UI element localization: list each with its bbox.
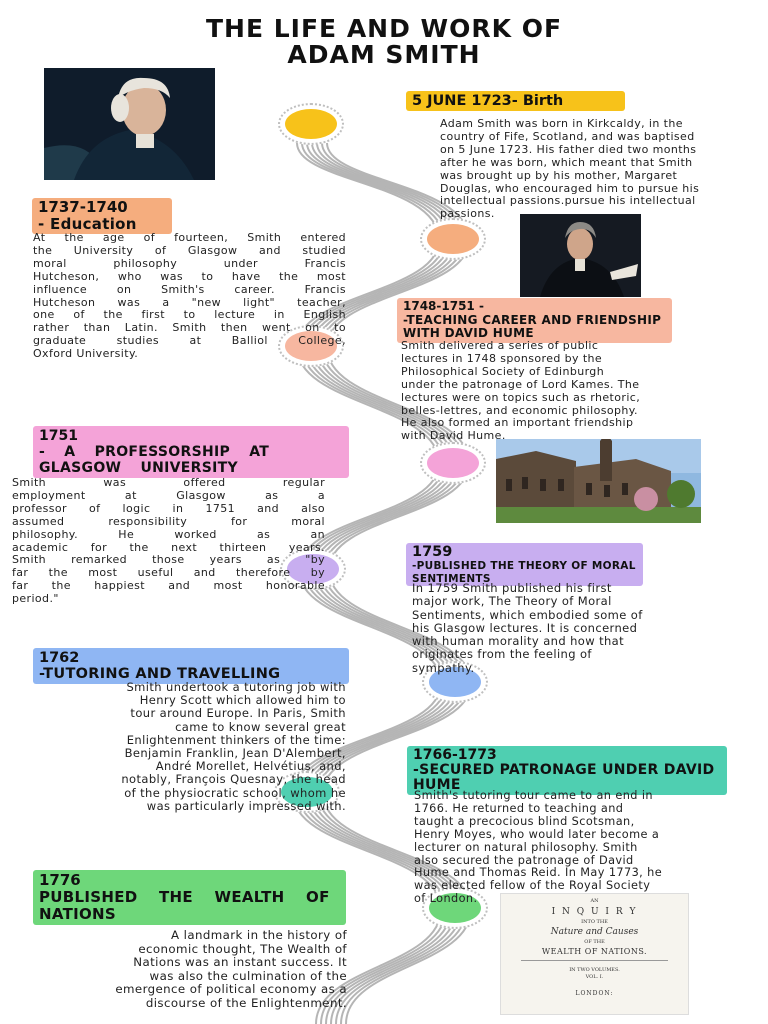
event-professorship-date: 1751 bbox=[39, 428, 78, 444]
event-teaching-text bbox=[401, 340, 721, 443]
portrait-hutcheson-icon bbox=[520, 214, 641, 297]
event-professorship-label bbox=[33, 426, 349, 478]
event-teaching-line: He also formed an important friendship bbox=[401, 416, 634, 430]
event-teaching-label bbox=[397, 298, 672, 343]
event-wealth-line: discourse of the Enlightenment. bbox=[145, 995, 347, 1010]
event-professorship-line: assumed responsibility for moral bbox=[12, 514, 325, 528]
event-tutoring-line: tour around Europe. In Paris, Smith bbox=[130, 706, 346, 721]
event-tutoring-line: came to know several great bbox=[175, 719, 346, 734]
event-birth-line: Adam Smith was born in Kirkcaldy, in the bbox=[440, 117, 683, 130]
book-rule bbox=[521, 960, 668, 961]
event-teaching-line: Smith delivered a series of public bbox=[401, 339, 599, 352]
event-moral-heading: -PUBLISHED THE THEORY OF MORAL SENTIMENTS bbox=[412, 560, 636, 585]
event-teaching-line: lectures were on topics such as rhetoric, bbox=[401, 390, 641, 404]
event-professorship-line: far the most useful and therefore by bbox=[12, 566, 325, 580]
event-patronage-label bbox=[407, 746, 727, 795]
event-tutoring-line: Enlightenment thinkers of the time: bbox=[126, 732, 346, 747]
event-birth-line: passions. bbox=[440, 207, 495, 221]
event-education-line: graduate studies at Balliol College, bbox=[33, 334, 346, 348]
event-teaching-line: under the patronage of Lord Kames. The bbox=[401, 377, 640, 391]
event-wealth-line: economic thought, The Wealth of bbox=[138, 941, 347, 956]
event-wealth-line: A landmark in the history of bbox=[171, 928, 347, 942]
wealth-of-nations-title-page-image bbox=[500, 893, 689, 1015]
event-tutoring-line: André Morellet, Helvétius, and, bbox=[155, 759, 346, 774]
event-education-line: moral philosophy under Francis bbox=[33, 256, 346, 270]
event-professorship-line: period." bbox=[12, 592, 59, 606]
event-patronage-line: Hume and Thomas Reid. In May 1773, he bbox=[414, 866, 663, 880]
event-patronage-line: lecturer on natural philosophy. Smith bbox=[414, 840, 638, 854]
event-wealth-label bbox=[33, 870, 346, 925]
glasgow-university-image bbox=[496, 439, 701, 523]
event-professorship-line: academic for the next thirteen years. bbox=[12, 540, 325, 554]
event-professorship-line: Smith remarked those years as "by bbox=[12, 553, 325, 567]
event-teaching-line: with David Hume. bbox=[401, 429, 506, 443]
event-education-text bbox=[33, 232, 346, 361]
event-birth-label bbox=[406, 91, 625, 111]
page-title-line-1: THE LIFE AND WORK OF bbox=[205, 14, 563, 43]
milestone-dot-education bbox=[427, 224, 479, 254]
event-patronage-date: 1766-1773 bbox=[413, 747, 497, 763]
book-line-vol1: VOL. I. bbox=[585, 974, 604, 980]
event-birth-line: on 5 June 1723. His father died two months bbox=[440, 142, 697, 156]
event-education-line: Hutcheson, who was to have the most bbox=[33, 269, 346, 283]
event-birth-line: was brought up by his mother, Margaret bbox=[440, 168, 678, 182]
event-wealth-line: was also the culmination of the bbox=[149, 968, 347, 983]
book-line-into: INTO THE bbox=[581, 919, 608, 925]
event-moral-line: major work, The Theory of Moral bbox=[412, 594, 612, 609]
event-education-line: At the age of fourteen, Smith entered bbox=[33, 231, 346, 244]
event-wealth-text bbox=[40, 929, 347, 1010]
event-patronage-heading: -SECURED PATRONAGE UNDER DAVID HUME bbox=[413, 762, 715, 793]
event-moral-line: In 1759 Smith published his first bbox=[412, 581, 612, 595]
event-birth-line: intellectual passions.pursue his intellectual bbox=[440, 194, 696, 208]
event-professorship-line: Smith was offered regular bbox=[12, 476, 325, 489]
event-tutoring-text bbox=[12, 681, 346, 813]
event-wealth-heading: PUBLISHED THE WEALTH OF NATIONS bbox=[39, 888, 330, 923]
event-moral-line: sympathy. bbox=[412, 660, 475, 675]
event-moral-text bbox=[412, 582, 732, 675]
book-line-vol: IN TWO VOLUMES. bbox=[569, 967, 620, 973]
event-birth-line: after he was born, which meant that Smith bbox=[440, 155, 693, 169]
page-title-line-2: ADAM SMITH bbox=[287, 40, 481, 69]
event-education-date: 1737-1740 bbox=[38, 198, 128, 216]
book-line-london: LONDON: bbox=[575, 990, 614, 997]
event-education-line: influence on Smith's career. Francis bbox=[33, 282, 346, 296]
portrait-adam-smith-icon bbox=[44, 68, 215, 180]
event-education-line: the University of Glasgow and studied bbox=[33, 243, 346, 257]
event-teaching-heading: -TEACHING CAREER AND FRIENDSHIP WITH DAVID HUME bbox=[403, 312, 662, 340]
event-patronage-line: also secured the patronage of David bbox=[414, 853, 634, 867]
book-line-of: OF THE bbox=[584, 939, 605, 945]
event-birth-line: Douglas, who encouraged him to pursue his bbox=[440, 181, 700, 195]
book-line-an: AN bbox=[590, 898, 599, 904]
glasgow-university-building-icon bbox=[496, 439, 701, 523]
event-moral-line: originates from the feeling of bbox=[412, 647, 592, 662]
event-education-line: one of the first to lecture in English bbox=[33, 308, 346, 322]
event-tutoring-line: Smith undertook a tutoring job with bbox=[126, 680, 346, 694]
event-tutoring-line: of the physiocratic school, whom he bbox=[124, 785, 346, 800]
event-tutoring-heading: -TUTORING AND TRAVELLING bbox=[39, 666, 281, 682]
event-birth-date: 5 JUNE 1723- Birth bbox=[412, 93, 564, 109]
event-patronage-line: of London. bbox=[414, 892, 478, 906]
event-patronage-line: was elected fellow of the Royal Society bbox=[414, 879, 651, 893]
event-wealth-date: 1776 bbox=[39, 871, 81, 889]
event-professorship-line: employment at Glasgow as a bbox=[12, 488, 325, 502]
event-education-line: rather than Latin. Smith then went on to bbox=[33, 321, 346, 335]
event-professorship-heading: - A PROFESSORSHIP AT GLASGOW UNIVERSITY bbox=[39, 444, 270, 476]
event-moral-line: Sentiments, which embodied some of bbox=[412, 607, 643, 622]
event-education-label bbox=[32, 198, 172, 234]
event-professorship-text bbox=[12, 477, 325, 606]
book-line-wealth: WEALTH OF NATIONS. bbox=[541, 947, 648, 956]
event-patronage-line: Smith's tutoring tour came to an end in bbox=[414, 789, 653, 802]
milestone-dot-birth bbox=[285, 109, 337, 139]
portrait-hutcheson-image bbox=[520, 214, 641, 297]
event-teaching-line: Philosophical Society of Edinburgh bbox=[401, 364, 605, 378]
event-moral-line: with human morality and how that bbox=[412, 634, 625, 649]
event-patronage-line: taught a precocious blind Scotsman, bbox=[414, 814, 635, 828]
event-tutoring-label bbox=[33, 648, 349, 684]
event-tutoring-line: was particularly impressed with. bbox=[146, 798, 346, 813]
event-teaching-line: lectures in 1748 sponsored by the bbox=[401, 351, 603, 365]
event-birth-line: country of Fife, Scotland, and was baptised bbox=[440, 129, 695, 143]
event-education-line: Hutcheson was a "new light" teacher, bbox=[33, 295, 346, 309]
event-teaching-line: belles-lettres, and economic philosophy. bbox=[401, 403, 638, 417]
milestone-dot-professorship bbox=[427, 448, 479, 478]
event-tutoring-date: 1762 bbox=[39, 650, 80, 666]
event-tutoring-line: Henry Scott which allowed him to bbox=[139, 693, 346, 708]
event-patronage-text bbox=[414, 790, 734, 906]
event-moral-line: his Glasgow lectures. It is concerned bbox=[412, 620, 638, 635]
event-teaching-date: 1748-1751 - bbox=[403, 299, 484, 313]
event-professorship-line: professor of logic in 1751 and also bbox=[12, 501, 325, 515]
event-moral-label bbox=[406, 543, 643, 586]
event-patronage-line: 1766. He returned to teaching and bbox=[414, 801, 624, 815]
event-moral-date: 1759 bbox=[412, 544, 453, 560]
event-wealth-line: Nations was an instant success. It bbox=[133, 955, 347, 969]
event-education-heading: - Education bbox=[38, 215, 137, 233]
event-professorship-line: far the happiest and most honorable bbox=[12, 579, 325, 593]
event-patronage-line: Henry Moyes, who would later become a bbox=[414, 827, 660, 841]
event-wealth-line: emergence of political economy as a bbox=[115, 982, 347, 996]
event-tutoring-line: Benjamin Franklin, Jean D'Alembert, bbox=[124, 746, 346, 761]
book-line-inquiry: I N Q U I R Y bbox=[551, 907, 638, 917]
event-birth-text bbox=[440, 118, 760, 221]
event-professorship-line: philosophy. He worked as an bbox=[12, 527, 325, 541]
portrait-adam-smith-image bbox=[44, 68, 215, 180]
event-tutoring-line: notably, François Quesnay, the head bbox=[121, 772, 346, 787]
book-line-nature: Nature and Causes bbox=[550, 927, 639, 937]
event-education-line: Oxford University. bbox=[33, 347, 139, 361]
